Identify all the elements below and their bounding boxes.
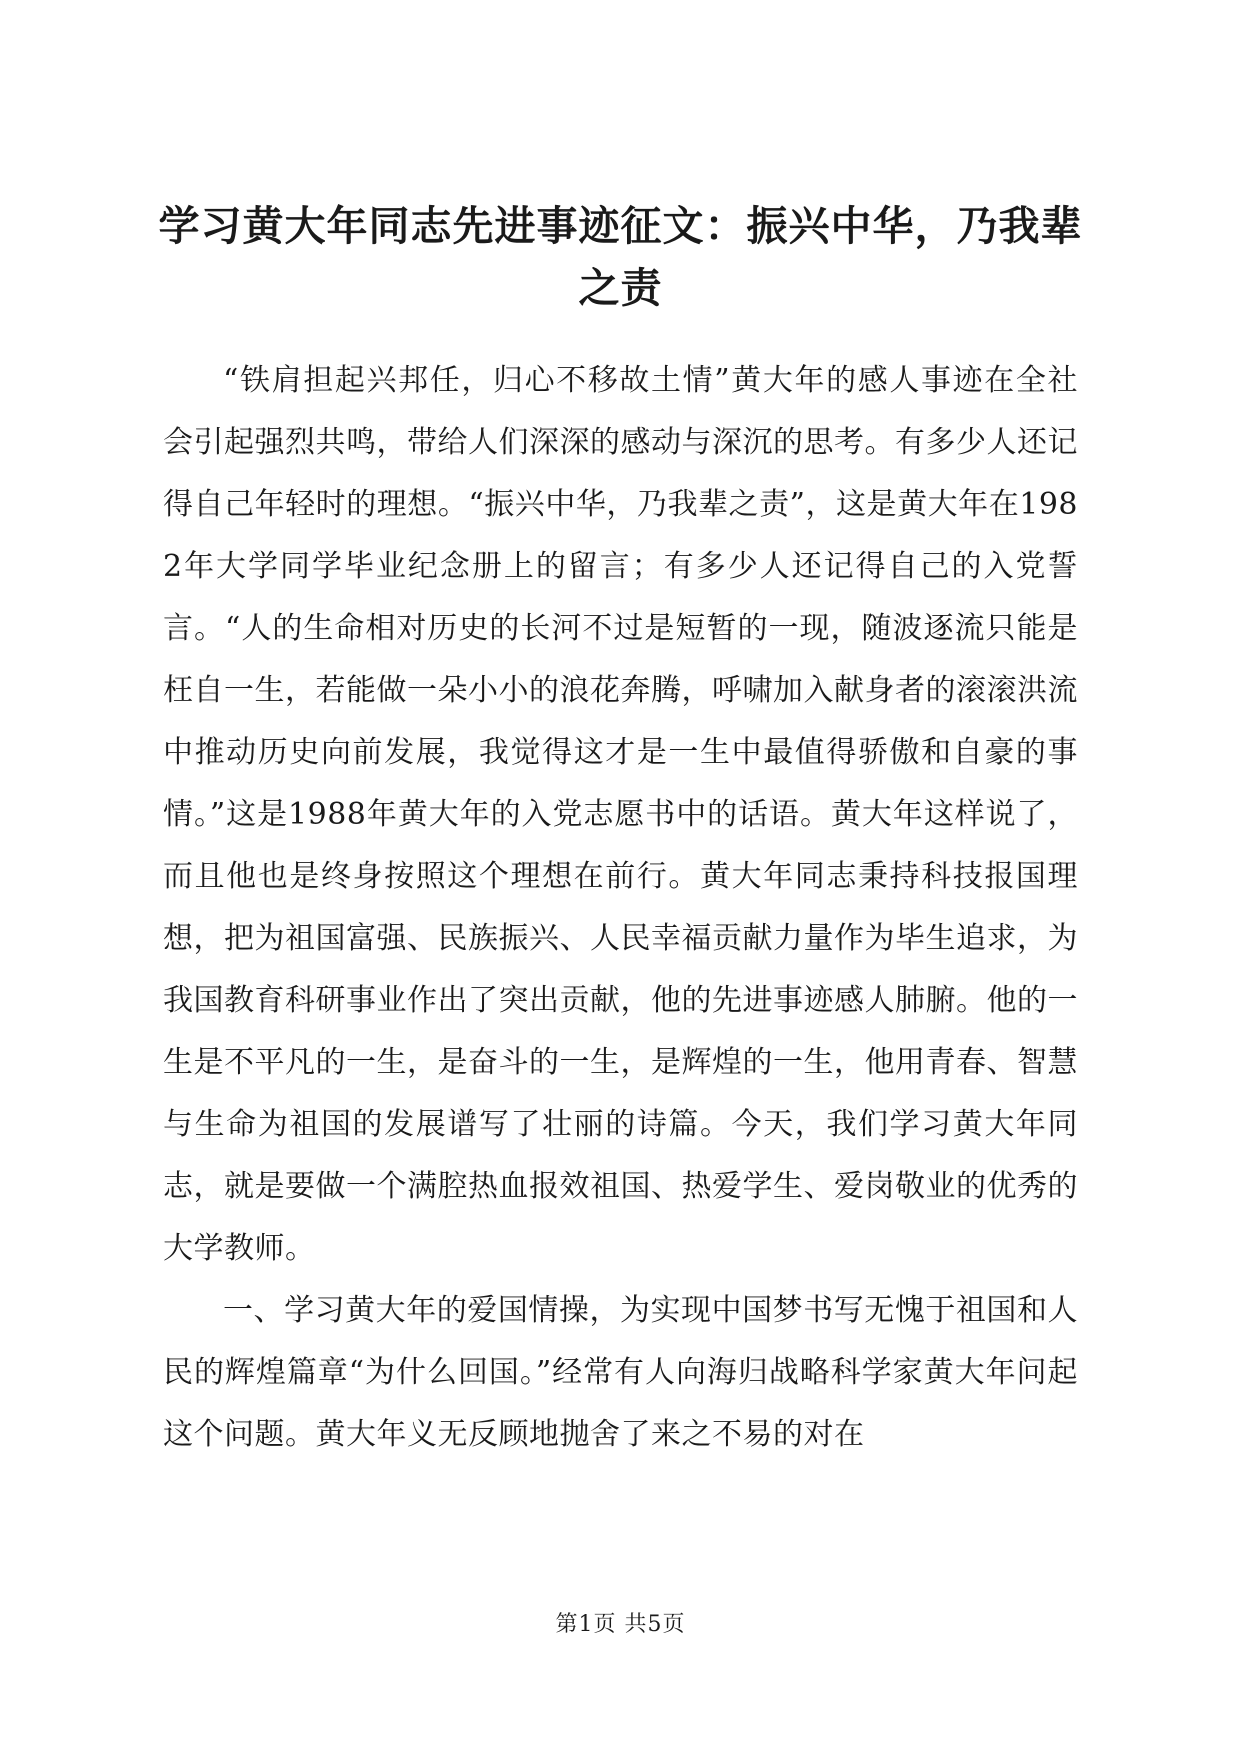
document-title: 学习黄大年同志先进事迹征文：振兴中华，乃我辈之责 <box>158 202 1083 312</box>
document-body <box>163 350 1078 1466</box>
paragraph-intro: “铁肩担起兴邦任，归心不移故土情”黄大年的感人事迹在全社会引起强烈共鸣，带给人们深深的感动与深沉的思考。有多少人还记得自己年轻时的理想。“振兴中华，乃我辈之责”，这是黄大年在1982年大学同学毕业纪念册上的留言；有多少人还记得自己的入党誓言。“人的生命相对历史的长河不过是短暂的一现，随波逐流只能是枉自一生，若能做一朵小小的浪花奔腾，呼啸加入献身者的滚滚洪流中推动历史向前发展，我觉得这才是一生中最值得骄傲和自豪的事情。”这是1988年黄大年的入党志愿书中的话语。黄大年这样说了，而且他也是终身按照这个理想在前行。黄大年同志秉持科技报国理想，把为祖国富强、民族振兴、人民幸福贡献力量作为毕生追求，为我国教育科研事业作出了突出贡献，他的先进事迹感人肺腑。他的一生是不平凡的一生，是奋斗的一生，是辉煌的一生，他用青春、智慧与生命为祖国的发展谱写了壮丽的诗篇。今天，我们学习黄大年同志，就是要做一个满腔热血报效祖国、热爱学生、爱岗敬业的优秀的大学教师。 <box>163 363 1078 1266</box>
page-number-footer: 第1页 共5页 <box>555 1612 686 1637</box>
paragraph-section-one: 一、学习黄大年的爱国情操，为实现中国梦书写无愧于祖国和人民的辉煌篇章“为什么回国。”经常有人向海归战略科学家黄大年问起这个问题。黄大年义无反顾地抛舍了来之不易的对在 <box>163 1293 1078 1452</box>
